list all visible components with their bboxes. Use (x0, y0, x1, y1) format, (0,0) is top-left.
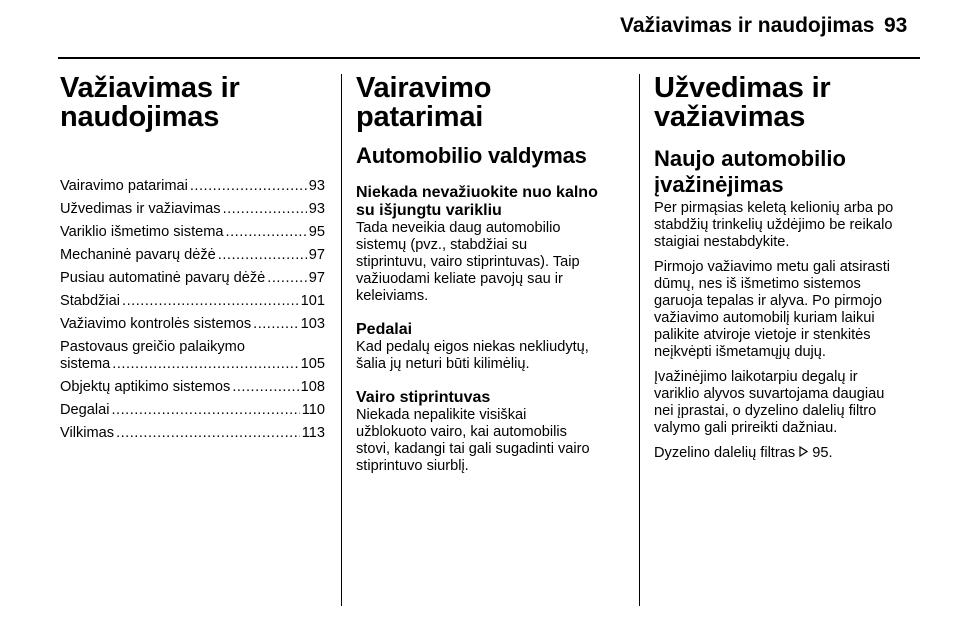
toc-leader-dots (190, 178, 307, 195)
toc-item-title: Variklio išmetimo sistema (60, 224, 224, 240)
toc-item[interactable] (60, 339, 325, 373)
section-title (654, 74, 924, 132)
paragraph (654, 259, 924, 361)
table-of-contents (60, 178, 325, 442)
title-line: Naujo automobilio (654, 146, 846, 171)
toc-item-page: 95 (308, 224, 325, 240)
text-line: valymo gali prireikti dažniau. (654, 420, 838, 436)
column-toc (60, 74, 325, 448)
header-title: Važiavimas ir naudojimas (620, 14, 875, 37)
text-line: Kad pedalų eigos niekas nekliudytų, (356, 339, 589, 355)
chapter-title-line: Važiavimas ir (60, 72, 240, 104)
title-line: įvažinėjimas (654, 172, 784, 197)
toc-item[interactable] (60, 201, 325, 218)
toc-leader-dots (116, 425, 300, 442)
toc-item-title: Objektų aptikimo sistemos (60, 379, 231, 395)
paragraph (654, 445, 924, 462)
subsection-title (654, 146, 924, 198)
text-line: Dyzelino dalelių filtras (654, 445, 796, 461)
text-line: Pirmojo važiavimo metu gali atsirasti (654, 259, 891, 275)
toc-item-title: Mechaninė pavarų dėžė (60, 247, 216, 263)
chapter-title-line: naudojimas (60, 101, 220, 133)
text-line: važiavimo automobilį kuriam laikui (654, 310, 875, 326)
toc-leader-dots (223, 201, 307, 218)
subsection-title: Automobilio valdymas (356, 143, 587, 168)
text-line: šalia jų neturi būti kilimėlių. (356, 356, 530, 372)
paragraph (654, 369, 924, 437)
text-line: stiprintuvu, vairo stiprintuvas). Taip (356, 254, 580, 270)
toc-item-page: 108 (300, 379, 325, 395)
toc-item[interactable] (60, 402, 325, 419)
toc-item-page: 105 (300, 356, 325, 372)
text-line: staigiai nestabdykite. (654, 234, 790, 250)
column-divider (341, 74, 342, 606)
toc-item[interactable] (60, 224, 325, 241)
chapter-title (60, 74, 325, 132)
toc-item-title: Degalai (60, 402, 110, 418)
heading-line: Niekada nevažiuokite nuo kalno (356, 184, 598, 201)
page-reference[interactable]: 95. (812, 445, 833, 461)
toc-item[interactable] (60, 425, 325, 442)
toc-item-page: 97 (308, 270, 325, 286)
text-line: Tada neveikia daug automobilio (356, 220, 561, 236)
toc-leader-dots (253, 316, 299, 333)
toc-leader-dots (267, 270, 307, 287)
text-line: sistemų (pvz., stabdžiai su (356, 237, 528, 253)
text-line: neįkvėpti išmetamųjų dujų. (654, 344, 826, 360)
paragraph (654, 200, 924, 251)
text-line: stovi, kadangi tai gali sugadinti vairo (356, 441, 590, 457)
text-line: stabdžių trinkelių uždėjimo be reikalo (654, 217, 893, 233)
toc-item-title: Stabdžiai (60, 293, 121, 309)
toc-item[interactable] (60, 270, 325, 287)
text-line: garuoja tepalas ir alyva. Po pirmojo (654, 293, 882, 309)
toc-leader-dots (226, 224, 307, 241)
title-line: važiavimas (654, 101, 806, 133)
text-line: keleiviams. (356, 288, 429, 304)
toc-item-page: 101 (300, 293, 325, 309)
toc-item-page: 113 (301, 425, 325, 441)
toc-item[interactable] (60, 178, 325, 195)
toc-item-page: 110 (301, 402, 325, 418)
toc-item-title: Vairavimo patarimai (60, 178, 188, 194)
toc-item[interactable] (60, 293, 325, 310)
toc-leader-dots (112, 402, 300, 419)
toc-item[interactable] (60, 316, 325, 333)
toc-item-title: Važiavimo kontrolės sistemos (60, 316, 252, 332)
text-line: važiuodami keliate pavojų sau ir (356, 271, 563, 287)
column-starting-driving (654, 74, 924, 470)
text-line: Įvažinėjimo laikotarpiu degalų ir (654, 369, 858, 385)
toc-item-page: 93 (308, 178, 325, 194)
text-line: dūmų, nes iš išmetimo sistemos (654, 276, 861, 292)
title-line: Užvedimas ir (654, 72, 831, 104)
toc-leader-dots (218, 247, 307, 264)
text-line: Per pirmąsias keletą kelionių arba po (654, 200, 894, 216)
text-line: Niekada nepalikite visiškai (356, 407, 527, 423)
text-line: nei įprastai, o dyzelino dalelių filtro (654, 403, 877, 419)
toc-item-title: Pusiau automatinė pavarų dėžė (60, 270, 266, 286)
toc-leader-dots (122, 293, 299, 310)
paragraph (356, 339, 624, 373)
text-line: stiprintuvo siurblį. (356, 458, 469, 474)
column-divider (639, 74, 640, 606)
toc-item-title: Užvedimas ir važiavimas (60, 201, 221, 217)
text-line: palikite atviroje vietoje ir stenkitės (654, 327, 871, 343)
toc-item-page: 97 (308, 247, 325, 263)
paragraph (356, 220, 624, 305)
text-line: užblokuoto vairo, kai automobilis (356, 424, 567, 440)
toc-item-page: 93 (308, 201, 325, 217)
toc-item[interactable] (60, 247, 325, 264)
text-line: variklio alyvos suvartojama daugiau (654, 386, 885, 402)
paragraph-heading: Vairo stiprintuvas (356, 389, 491, 406)
paragraph-heading (356, 184, 624, 220)
toc-leader-dots (232, 379, 298, 396)
page-number: 93 (884, 14, 908, 37)
arrow-reference-icon[interactable] (799, 445, 808, 462)
header-rule (58, 57, 920, 59)
toc-item-page: 103 (300, 316, 325, 332)
toc-leader-dots (112, 356, 298, 373)
section-title: Vairavimo patarimai (356, 72, 492, 133)
toc-item-title: Pastovaus greičio palaikymo (60, 339, 245, 355)
toc-item[interactable] (60, 379, 325, 396)
paragraph-heading: Pedalai (356, 321, 413, 338)
toc-item-title: Vilkimas (60, 425, 115, 441)
heading-line: su išjungtu varikliu (356, 202, 502, 219)
paragraph (356, 407, 624, 475)
column-driving-tips (356, 74, 624, 483)
toc-item-title: sistema (60, 356, 111, 372)
